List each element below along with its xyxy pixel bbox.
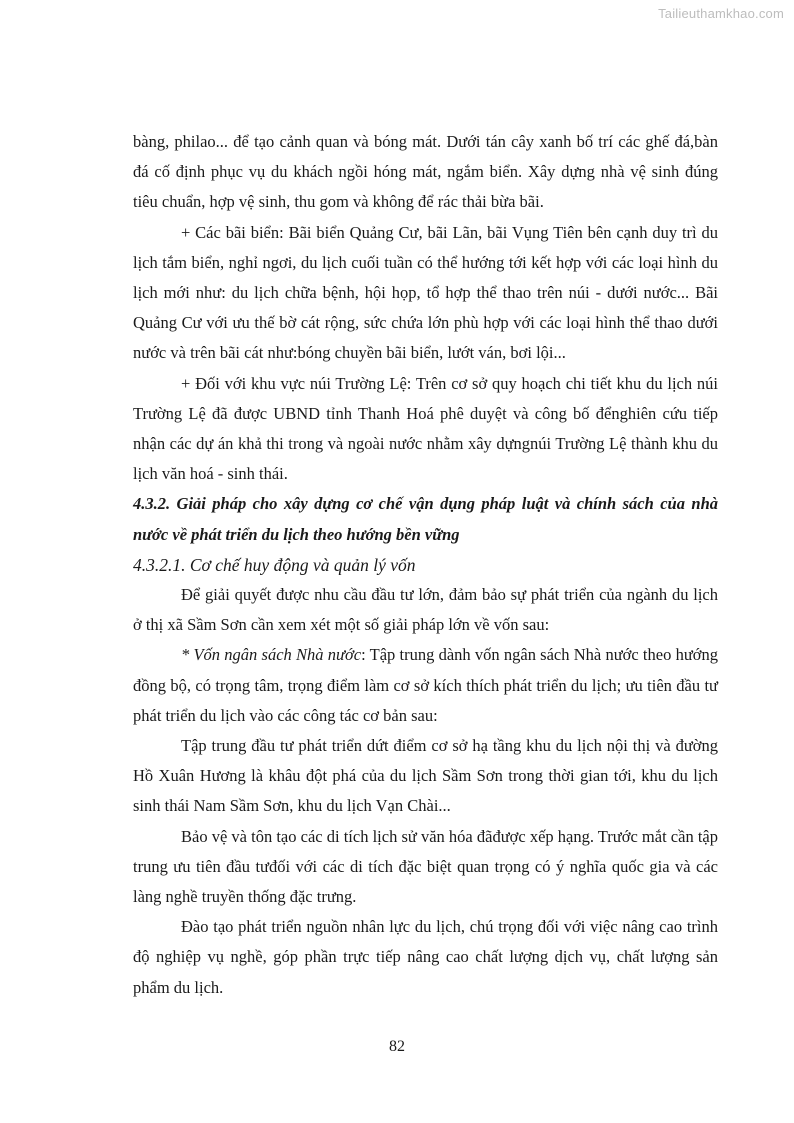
state-budget-label: * Vốn ngân sách Nhà nước bbox=[181, 645, 362, 665]
paragraph-training: Đào tạo phát triển nguồn nhân lực du lịch, chú trọng đối với việc nâng cao trình độ nghiệp vụ nghề, góp phần trực tiếp nâng cao chất lượng dịch vụ, chất lượng sản phẩm du lịch. bbox=[133, 917, 718, 997]
paragraph-state-budget bbox=[133, 640, 718, 731]
paragraph-beaches: + Các bãi biển: Bãi biển Quảng Cư, bãi Lãn, bãi Vụng Tiên bên cạnh duy trì du lịch tắm biển, nghỉ ngơi, du lịch cuối tuần có thể hướng tới kết hợp với các loại hình du lịch mới như: du lịch chữa bệnh, hội họp, tổ hợp thể thao trên núi - dưới nước... Bãi Quảng Cư với ưu thế bờ cát rộng, sức chứa lớn phù hợp với các loại hình thể thao dưới nước và trên bãi cát như:bóng chuyền bãi biển, lướt ván, bơi lội... bbox=[133, 222, 718, 363]
subsection-heading-4-3-2-1: 4.3.2.1. Cơ chế huy động và quản lý vốn bbox=[133, 554, 416, 575]
page-number: 82 bbox=[389, 1038, 405, 1055]
page-body bbox=[133, 127, 718, 1003]
state-budget-text: : Tập trung dành vốn ngân sách Nhà nước theo hướng đồng bộ, có trọng tâm, trọng điểm làm cơ sở kích thích phát triển du lịch; ưu tiên đầu tư phát triển du lịch vào các công tác cơ bản sau: bbox=[133, 645, 718, 725]
paragraph-investment-needs: Để giải quyết được nhu cầu đầu tư lớn, đảm bảo sự phát triển của ngành du lịch ở thị xã Sầm Sơn cần xem xét một số giải pháp lớn về vốn sau: bbox=[133, 585, 718, 635]
paragraph-beach-landscape: bàng, philao... để tạo cảnh quan và bóng mát. Dưới tán cây xanh bố trí các ghế đá,bàn đá cố định phục vụ du khách ngồi hóng mát, ngắm biển. Xây dựng nhà vệ sinh đúng tiêu chuẩn, hợp vệ sinh, thu gom và không để rác thải bừa bãi. bbox=[133, 132, 718, 212]
paragraph-infrastructure: Tập trung đầu tư phát triển dứt điểm cơ sở hạ tầng khu du lịch nội thị và đường Hồ Xuân Hương là khâu đột phá của du lịch Sầm Sơn trong thời gian tới, khu du lịch sinh thái Nam Sầm Sơn, khu du lịch Vạn Chài... bbox=[133, 736, 718, 816]
watermark: Tailieuthamkhao.com bbox=[658, 6, 784, 21]
section-heading-4-3-2: 4.3.2. Giải pháp cho xây dựng cơ chế vận dụng pháp luật và chính sách của nhà nước về phát triển du lịch theo hướng bền vững bbox=[133, 494, 718, 544]
paragraph-heritage: Bảo vệ và tôn tạo các di tích lịch sử văn hóa đãđược xếp hạng. Trước mắt cần tập trung ưu tiên đầu tưđối với các di tích đặc biệt quan trọng có ý nghĩa quốc gia và các làng nghề truyền thống đặc trưng. bbox=[133, 826, 718, 907]
paragraph-truong-le: + Đối với khu vực núi Trường Lệ: Trên cơ sở quy hoạch chi tiết khu du lịch núi Trường Lệ đã được UBND tỉnh Thanh Hoá phê duyệt và công bố đểnghiên cứu tiếp nhận các dự án khả thi trong và ngoài nước nhằm xây dựngnúi Trường Lệ thành khu du lịch văn hoá - sinh thái. bbox=[133, 373, 718, 484]
